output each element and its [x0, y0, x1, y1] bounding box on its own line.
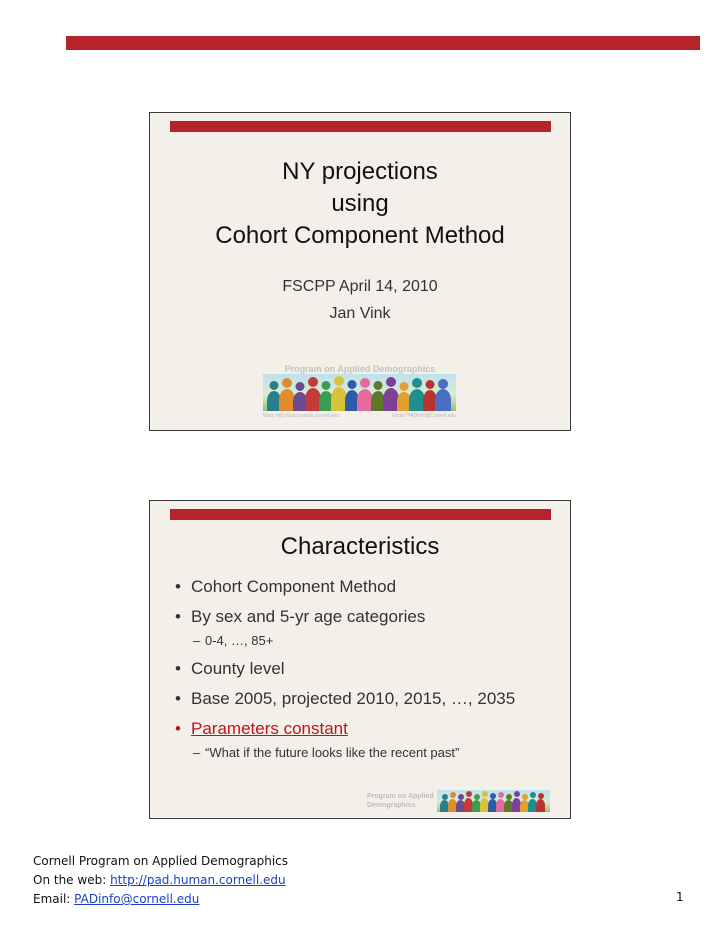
crowd-logo-small	[437, 790, 550, 812]
presentation-author: Jan Vink	[329, 305, 391, 322]
bullet-item-highlight	[175, 719, 555, 739]
slide-title-heading: Characteristics	[280, 533, 440, 560]
footer-email-line	[33, 890, 288, 909]
footer-web-label: On the web:	[33, 873, 107, 887]
slide-title	[149, 112, 571, 431]
slide-characteristics	[149, 500, 571, 819]
title-line: Cohort Component Method	[215, 222, 505, 249]
slide-header-bar	[170, 121, 551, 132]
bullet-item: • By sex and 5-yr age categories	[175, 607, 555, 627]
logo-web: Web: http://pad.human.cornell.edu	[263, 413, 340, 419]
logo-contacts	[263, 413, 456, 419]
page-header-bar	[66, 36, 700, 50]
small-logo-caption: Program on Applied Demographics	[367, 793, 434, 809]
footer-web-line	[33, 871, 288, 890]
highlight-text: Parameters constant	[191, 719, 348, 738]
logo-caption: Program on Applied Demographics	[284, 364, 436, 374]
page-number: 1	[676, 890, 684, 904]
sub-bullet-item: – “What if the future looks like the recent past”	[175, 745, 555, 761]
title-line: using	[331, 190, 389, 217]
bullet-item: • County level	[175, 659, 555, 679]
slide-title-heading	[150, 156, 570, 252]
crowd-logo	[263, 374, 456, 411]
title-line: NY projections	[282, 158, 438, 185]
footer-web-link[interactable]: http://pad.human.cornell.edu	[110, 873, 286, 887]
footer-email-label: Email:	[33, 892, 71, 906]
footer-email-link[interactable]: PADinfo@cornell.edu	[74, 892, 200, 906]
bullet-item: • Cohort Component Method	[175, 577, 555, 597]
logo-email: Email: PADinfo@Cornell.edu	[392, 413, 456, 419]
bullet-item: • Base 2005, projected 2010, 2015, …, 2035	[175, 689, 555, 709]
slide-header-bar	[170, 509, 551, 520]
footer-org: Cornell Program on Applied Demographics	[33, 854, 289, 868]
page-footer	[33, 852, 288, 909]
sub-bullet-item: – 0-4, …, 85+	[175, 633, 555, 649]
bullet-list	[175, 577, 555, 761]
presentation-date: FSCPP April 14, 2010	[282, 278, 438, 295]
